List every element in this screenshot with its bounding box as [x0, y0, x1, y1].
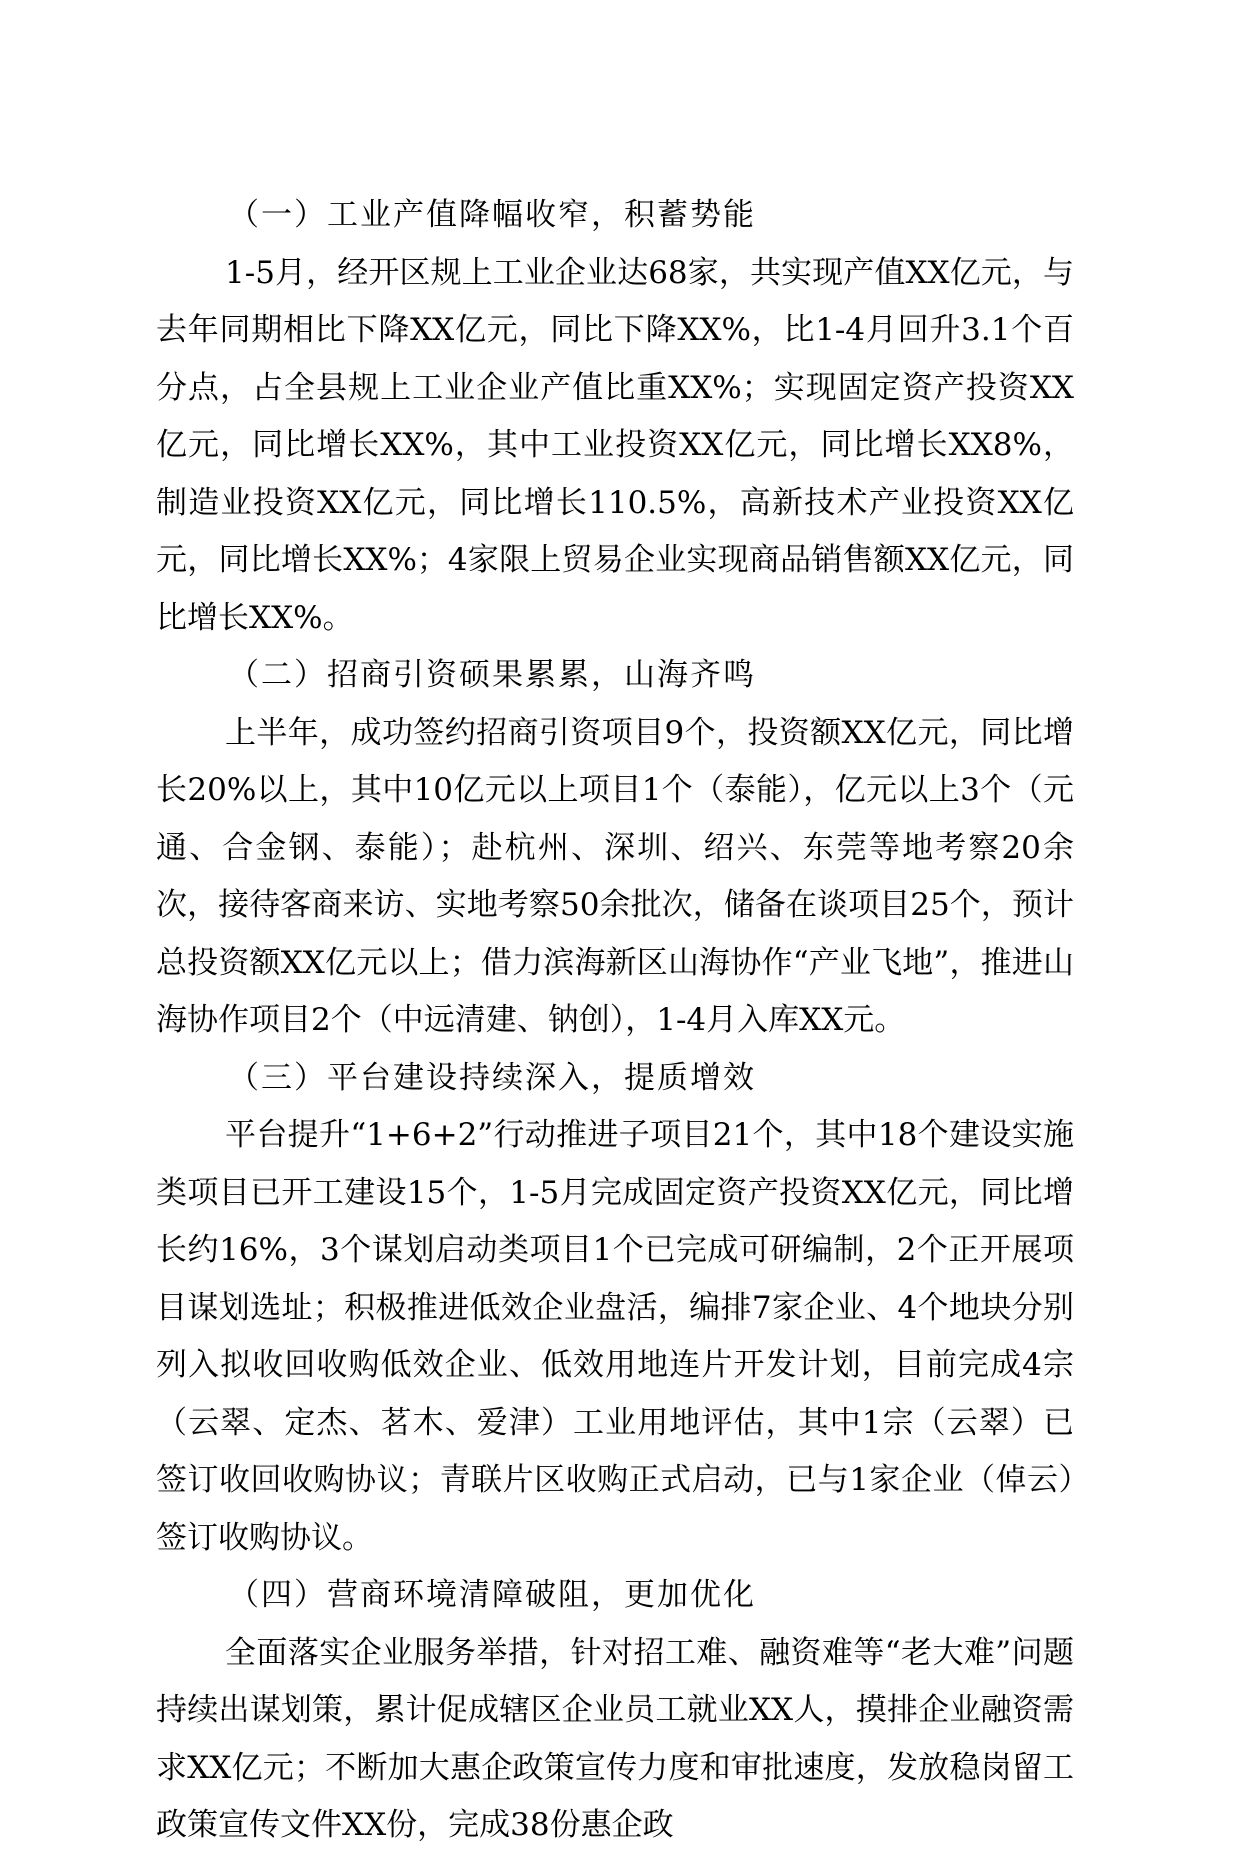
document-body — [156, 187, 1074, 1855]
section-heading-4: （四）营商环境清障破阻，更加优化 — [228, 1577, 756, 1613]
section-heading-1: （一）工业产值降幅收窄，积蓄势能 — [228, 197, 756, 233]
section-heading-3: （三）平台建设持续深入，提质增效 — [228, 1059, 756, 1096]
section-heading-2: （二）招商引资硕果累累，山海齐鸣 — [228, 657, 756, 693]
section-paragraph-1: 1-5月，经开区规上工业企业达68家，共实现产值XX亿元，与去年同期相比下降XX亿元，同比下降XX%，比1-4月回升3.1个百分点，占全县规上工业企业产值比重XX%；实现固定资产投资XX亿元，同比增长XX%，其中工业投资XX亿元，同比增长XX8%，制造业投资XX亿元，同比增长110.5%，高新技术产业投资XX亿元，同比增长XX%；4家限上贸易企业实现商品销售额XX亿元，同比增长XX%。 — [156, 254, 1074, 636]
section-paragraph-4: 全面落实企业服务举措，针对招工难、融资难等“老大难”问题持续出谋划策，累计促成辖区企业员工就业XX人，摸排企业融资需求XX亿元；不断加大惠企政策宣传力度和审批速度，发放稳岗留工政策宣传文件XX份，完成38份惠企政 — [156, 1634, 1074, 1843]
section-paragraph-3: 平台提升“1+6+2”行动推进子项目21个，其中18个建设实施类项目已开工建设15个，1-5月完成固定资产投资XX亿元，同比增长约16%，3个谋划启动类项目1个已完成可研编制，2个正开展项目谋划选址；积极推进低效企业盘活，编排7家企业、4个地块分别列入拟收回收购低效企业、低效用地连片开发计划，目前完成4宗（云翠、定杰、茗木、爱津）工业用地评估，其中1宗（云翠）已签订收回收购协议；青联片区收购正式启动，已与1家企业（倬云）签订收购协议。 — [156, 1117, 1074, 1556]
section-paragraph-2: 上半年，成功签约招商引资项目9个，投资额XX亿元，同比增长20%以上，其中10亿元以上项目1个（泰能），亿元以上3个（元通、合金钢、泰能）；赴杭州、深圳、绍兴、东莞等地考察20余次，接待客商来访、实地考察50余批次，储备在谈项目25个，预计总投资额XX亿元以上；借力滨海新区山海协作“产业飞地”，推进山海协作项目2个（中远清建、钠创），1-4月入库XX元。 — [156, 714, 1074, 1038]
